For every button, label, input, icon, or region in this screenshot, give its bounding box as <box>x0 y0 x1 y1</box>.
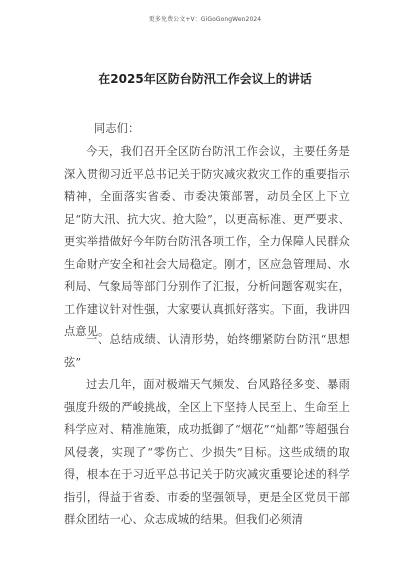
section-heading-1: 一、总结成绩、认清形势，始终绷紧防台防汛“思想弦” <box>64 333 350 369</box>
document-title: 在2025年区防台防汛工作会议上的讲话 <box>98 72 312 86</box>
paragraph-section-1: 过去几年，面对极端天气频发、台风路径多变、暴雨强度升级的严峻挑战，全区上下坚持人民至上、生命至上科学应对、精准施策，成功抵御了“烟花”“灿都”等超强台风侵袭，实现了“零伤亡、少损失”目标。这些成绩的取得，根本在于习近平总书记关于防灾减灾重要论述的科学指引，得益于省委、市委的坚强领导，更是全区党员干部群众团结一心、众志成城的结果。但我们必须清 <box>64 378 350 526</box>
header-watermark: 更多免费公文+V：GiGoGongWen2024 <box>148 16 262 23</box>
paragraph-intro: 今天，我们召开全区防台防汛工作会议，主要任务是深入贯彻习近平总书记关于防灾减灾救灾工作的重要指示精神，全面落实省委、市委决策部署，动员全区上下立足“防大汛、抗大灾、抢大险”，以更高标准、更严要求、更实举措做好今年防台防汛各项工作，全力保障人民群众生命财产安全和社会大局稳定。刚才，区应急管理局、水利局、气象局等部门分别作了汇报，分析问题客观实在，工作建议针对性强，大家要认真抓好落实。下面，我讲四点意见。 <box>64 145 350 338</box>
salutation: 同志们： <box>94 122 140 135</box>
